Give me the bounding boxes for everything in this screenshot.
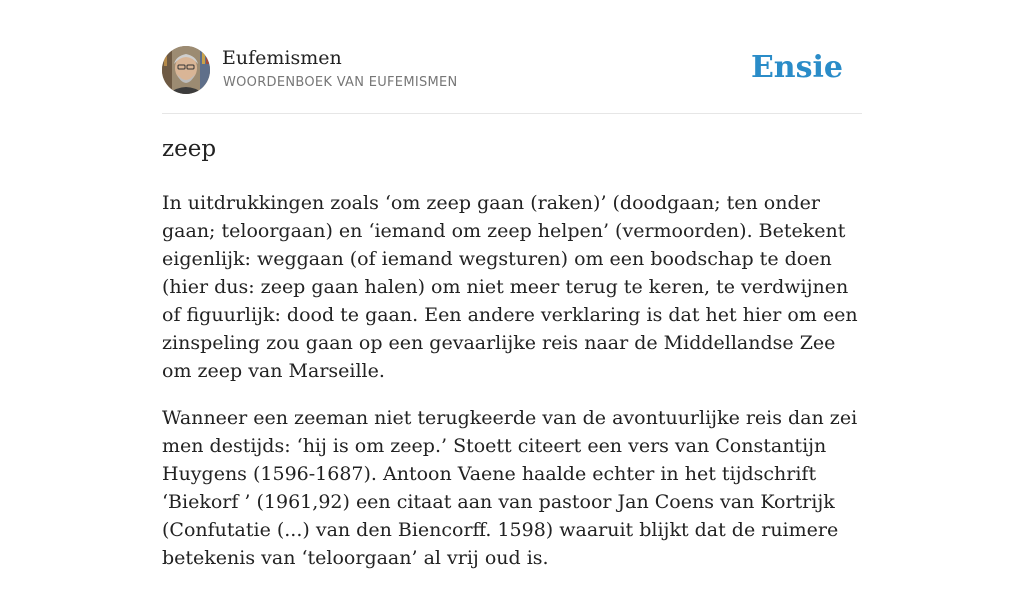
header-divider <box>162 113 862 114</box>
entry-term: zeep <box>162 136 217 162</box>
source-title[interactable]: Eufemismen <box>222 47 342 69</box>
definition-paragraph: Wanneer een zeeman niet terugkeerde van de avontuurlijke reis dan zei men destijds: ‘hij is om zeep.’ Stoett citeert een vers van Constantijn Huygens (1596-1687). Antoon Vaene haalde echter in het tijdschrift ‘Biekorf ’ (1961,92) een citaat aan van pastoor Jan Coens van Kortrijk (Confutatie (...) van den Biencorff. 1598) waaruit blijkt dat de ruimere betekenis van ‘teloorgaan’ al vrij oud is. <box>162 407 858 569</box>
source-subtitle: WOORDENBOEK VAN EUFEMISMEN <box>223 75 458 90</box>
author-avatar[interactable] <box>162 46 210 94</box>
definition-paragraph: In uitdrukkingen zoals ‘om zeep gaan (raken)’ (doodgaan; ten onder gaan; teloorgaan) en ‘iemand om zeep helpen’ (vermoorden). Betekent eigenlijk: weggaan (of iemand wegsturen) om een boodschap te doen (hier dus: zeep gaan halen) om niet meer terug te keren, te verdwijnen of figuurlijk: dood te gaan. Een andere verklaring is dat het hier om een zinspeling zou gaan op een gevaarlijke reis naar de Middellandse Zee om zeep van Marseille. <box>162 192 858 382</box>
entry-definition <box>162 189 864 591</box>
avatar-portrait-icon <box>162 46 210 94</box>
brand-logo[interactable]: Ensie <box>750 50 843 85</box>
source-header <box>162 46 862 96</box>
